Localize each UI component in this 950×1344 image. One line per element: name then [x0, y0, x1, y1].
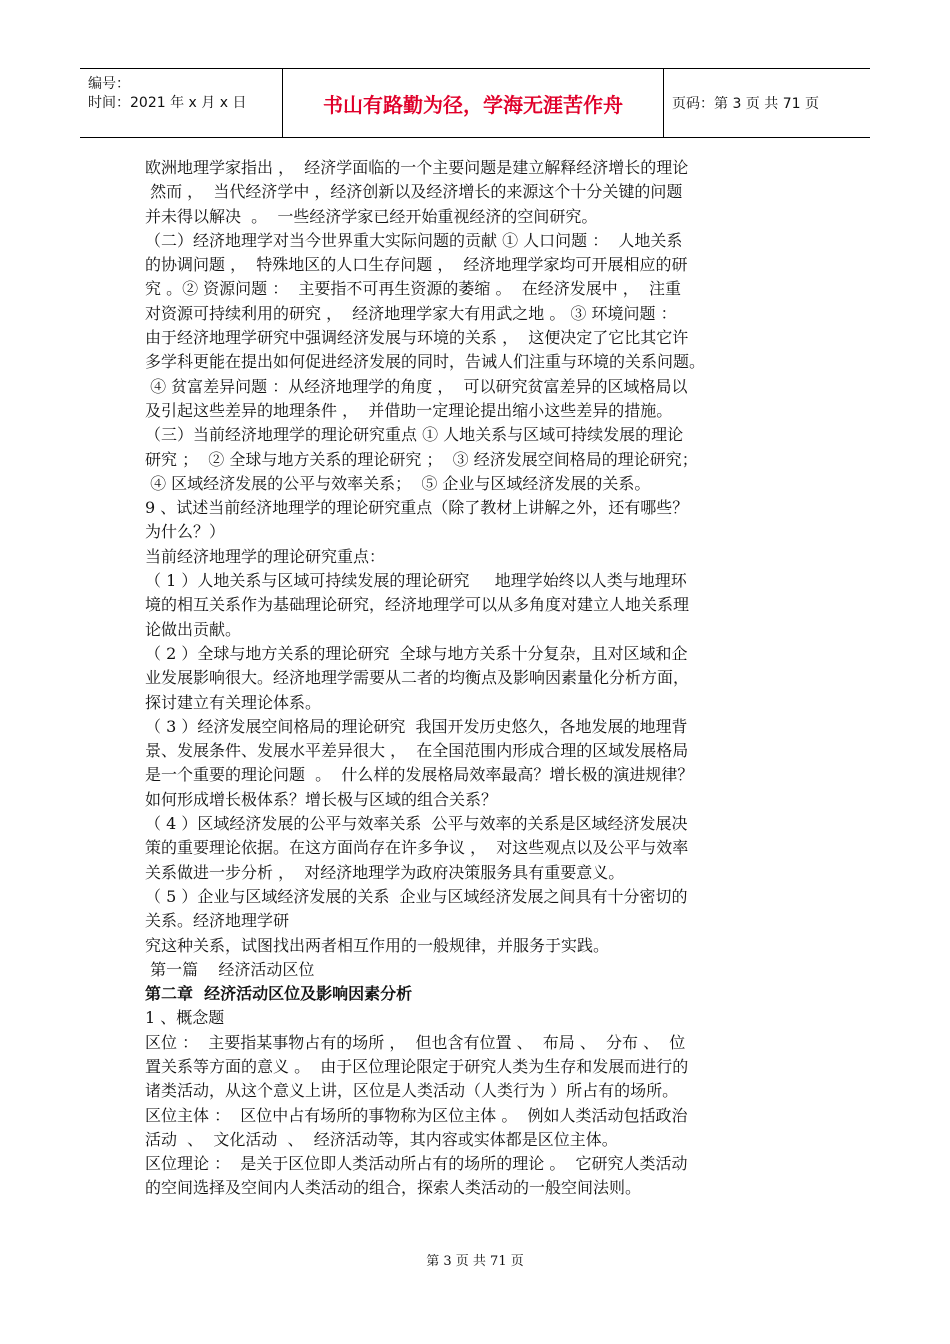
body-text-line: 究 。② 资源问题 ： 主要指不可再生资源的萎缩 。 在经济发展中 ， 注重	[145, 279, 681, 299]
body-text-line: 欧洲地理学家指出 ， 经济学面临的一个主要问题是建立解释经济增长的理论	[145, 158, 689, 177]
body-text-line: 然而 ， 当代经济学中 ，经济创新以及经济增长的来源这个十分关键的问题	[145, 182, 683, 202]
body-text-line: 业发展影响很大。经济地理学需要从二者的均衡点及影响因素量化分析方面，	[145, 668, 690, 688]
body-text-line: 境的相互关系作为基础理论研究，经济地理学可以从多角度对建立人地关系理	[145, 595, 690, 615]
body-text-line: 由于经济地理学研究中强调经济发展与环境的关系 ， 这便决定了它比其它许	[145, 328, 689, 348]
body-text-line: 区位 ： 主要指某事物占有的场所 ， 但也含有位置 、 布局 、 分布 、 位	[145, 1032, 686, 1052]
body-text-line: 并未得以解决 。 一些经济学家已经开始重视经济的空间研究。	[145, 206, 598, 226]
body-text-line: 关系做进一步分析 ， 对经济地理学为政府决策服务具有重要意义。	[145, 862, 625, 882]
page-footer: 第 3 页 共 71 页	[426, 1254, 524, 1269]
body-text-line: 及引起这些差异的地理条件 ， 并借助一定理论提出缩小这些差异的措施。	[145, 400, 673, 420]
time-label: 时间：2021 年 x 月 x 日	[88, 95, 247, 111]
body-text-line: ④ 区域经济发展的公平与效率关系； ⑤ 企业与区域经济发展的关系。	[145, 473, 651, 493]
body-text-line: 论做出贡献。	[145, 619, 242, 639]
body-text-line: 区位主体 ： 区位中占有场所的事物称为区位主体 。 例如人类活动包括政治	[145, 1105, 688, 1125]
body-text-line: （ 3 ）经济发展空间格局的理论研究 我国开发历史悠久，各地发展的地理背	[145, 716, 688, 736]
body-text-line: 第一篇 经济活动区位	[145, 959, 315, 979]
page-header	[80, 68, 870, 138]
body-text-line: 置关系等方面的意义 。 由于区位理论限定于研究人类为生存和发展而进行的	[145, 1056, 689, 1076]
body-text-line: 当前经济地理学的理论研究重点：	[145, 546, 386, 566]
body-text-line: 研究 ； ② 全球与地方关系的理论研究 ； ③ 经济发展空间格局的理论研究；	[145, 449, 698, 469]
body-text-line: （ 2 ）全球与地方关系的理论研究 全球与地方关系十分复杂，且对区域和企	[145, 643, 688, 663]
body-text-line: 活动 、 文化活动 、 经济活动等，其内容或实体都是区位主体。	[145, 1129, 618, 1149]
number-label: 编号：	[88, 76, 130, 92]
body-text-line: 区位理论 ： 是关于区位即人类活动所占有的场所的理论 。 它研究人类活动	[145, 1154, 688, 1174]
body-text-line: 究这种关系，试图找出两者相互作用的一般规律，并服务于实践。	[145, 935, 610, 955]
body-text-line: （二）经济地理学对当今世界重大实际问题的贡献 ① 人口问题 ： 人地关系	[145, 230, 683, 250]
body-text-line: 的协调问题 ， 特殊地区的人口生存问题 ， 经济地理学家均可开展相应的研	[145, 255, 688, 275]
body-text-line: 如何形成增长极体系？增长极与区域的组合关系？	[145, 789, 498, 809]
body-text-line: （三）当前经济地理学的理论研究重点 ① 人地关系与区域可持续发展的理论	[145, 425, 684, 445]
body-text-line: 探讨建立有关理论体系。	[145, 692, 322, 712]
body-text-line: 的空间选择及空间内人类活动的组合，探索人类活动的一般空间法则。	[145, 1178, 642, 1198]
body-text-line: 诸类活动，从这个意义上讲，区位是人类活动（人类行为 ）所占有的场所。	[145, 1081, 679, 1101]
body-text-line: （ 1 ）人地关系与区域可持续发展的理论研究 地理学始终以人类与地理环	[145, 571, 687, 591]
body-text-line: 9 、试述当前经济地理学的理论研究重点（除了教材上讲解之外，还有哪些？	[145, 498, 689, 518]
body-text-line: ④ 贫富差异问题 ：从经济地理学的角度 ， 可以研究贫富差异的区域格局以	[145, 376, 688, 396]
body-text-line: 关系。经济地理学研	[145, 911, 290, 931]
body-text-line: （ 4 ）区域经济发展的公平与效率关系 公平与效率的关系是区域经济发展决	[145, 814, 688, 834]
body-text-line: 对资源可持续利用的研究 ， 经济地理学家大有用武之地 。 ③ 环境问题 ：	[145, 303, 677, 323]
document-body	[145, 156, 825, 1201]
header-info-cell	[80, 69, 282, 137]
chapter-heading: 第二章 经济活动区位及影响因素分析	[145, 984, 413, 1004]
header-motto: 书山有路勤为径，学海无涯苦作舟	[323, 92, 623, 117]
body-text-line: 是一个重要的理论问题 。 什么样的发展格局效率最高？增长极的演进规律？	[145, 765, 694, 785]
body-text-line: 多学科更能在提出如何促进经济发展的同时，告诫人们注重与环境的关系问题。	[145, 352, 706, 372]
body-text-line: （ 5 ）企业与区域经济发展的关系 企业与区域经济发展之间具有十分密切的	[145, 886, 688, 906]
body-text-line: 为什么？）	[145, 522, 226, 542]
body-text-line: 策的重要理论依据。在这方面尚存在许多争议 ， 对这些观点以及公平与效率	[145, 838, 689, 858]
body-text-line: 景、发展条件、发展水平差异很大 ， 在全国范围内形成合理的区域发展格局	[145, 741, 689, 761]
body-text-line: 1 、概念题	[145, 1008, 225, 1028]
header-page-label: 页码：第 3 页 共 71 页	[672, 96, 819, 112]
